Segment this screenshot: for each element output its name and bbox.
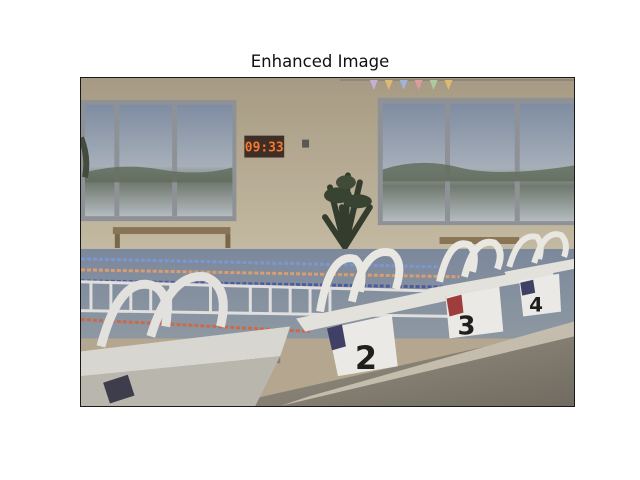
enhanced-photo: [80, 77, 575, 407]
pool-scene: [81, 78, 574, 406]
block-number-4: 4: [529, 293, 544, 317]
block-number-2: 2: [354, 339, 378, 378]
block-number-3: 3: [457, 311, 476, 342]
scoreboard-time: 09:33: [244, 140, 284, 156]
figure-title: Enhanced Image: [250, 52, 390, 71]
noise-overlay: [81, 78, 574, 406]
